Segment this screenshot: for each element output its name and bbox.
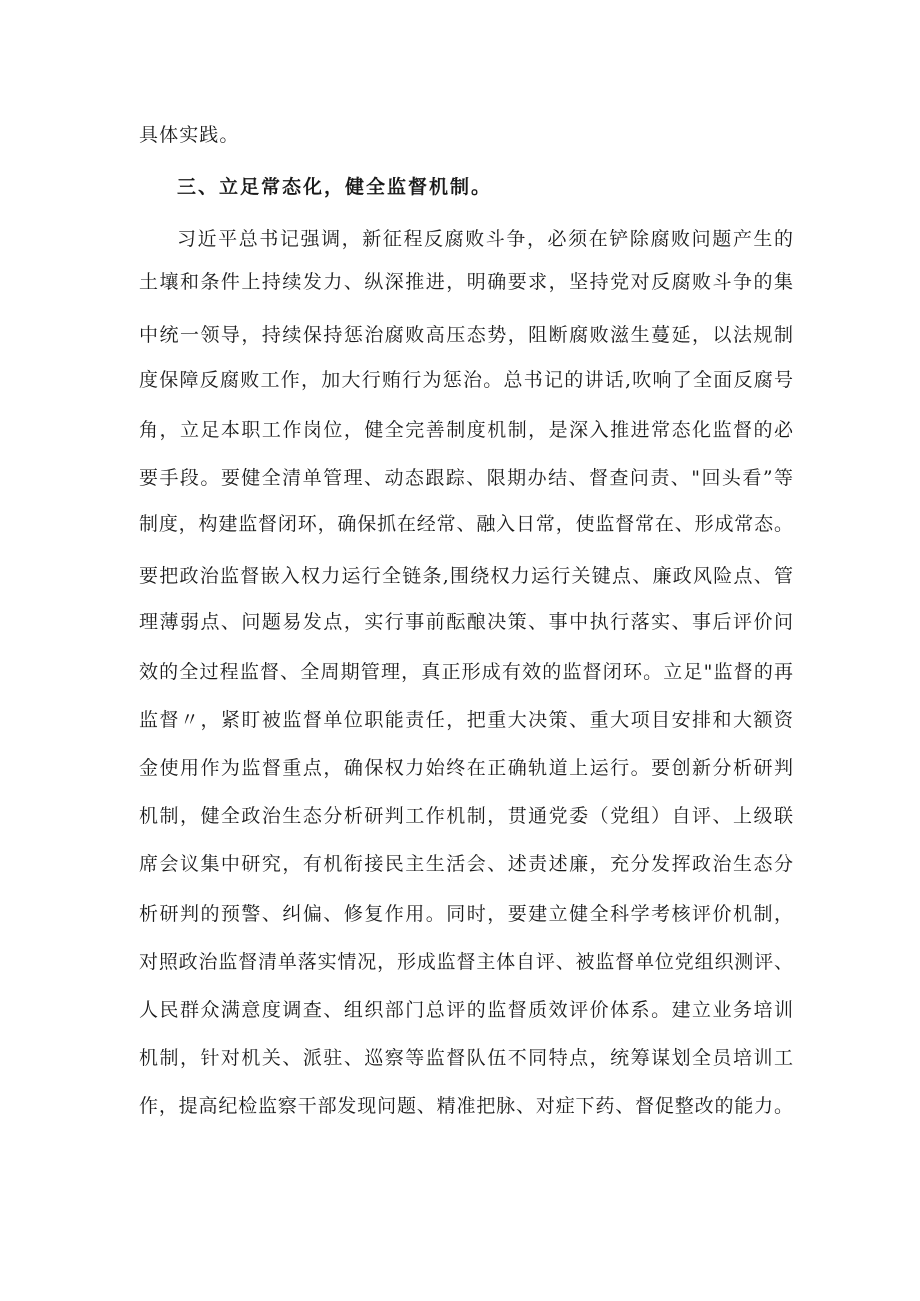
paragraph-line: 人民群众满意度调查、组织部门总评的监督质效评价体系。建立业务培训 — [139, 999, 793, 1021]
paragraph-line: 角，立足本职工作岗位，健全完善制度机制，是深入推进常态化监督的必 — [139, 419, 793, 441]
paragraph-line: 析研判的预警、纠偏、修复作用。同时，要建立健全科学考核评价机制， — [139, 903, 793, 925]
paragraph-line: 制度，构建监督闭环，确保抓在经常、融入日常，使监督常在、形成常态。 — [139, 513, 793, 535]
paragraph-line: 土壤和条件上持续发力、纵深推进，明确要求，坚持党对反腐败斗争的集 — [139, 271, 793, 293]
text-line-1: 具体实践。 — [139, 124, 240, 146]
paragraph-line: 席会议集中研究，有机衔接民主生活会、述责述廉，充分发挥政治生态分 — [139, 853, 793, 875]
paragraph-line: 度保障反腐败工作，加大行贿行为惩治。总书记的讲话,吹响了全面反腐号 — [139, 369, 793, 391]
paragraph-line: 对照政治监督清单落实情况，形成监督主体自评、被监督单位党组织测评、 — [139, 951, 793, 973]
paragraph-line: 习近平总书记强调，新征程反腐败斗争，必须在铲除腐败问题产生的 — [177, 228, 793, 250]
paragraph-line: 机制，健全政治生态分析研判工作机制，贯通党委（党组）自评、上级联 — [139, 805, 793, 827]
paragraph-line: 理薄弱点、问题易发点，实行事前酝酿决策、事中执行落实、事后评价问 — [139, 611, 793, 633]
paragraph-line: 中统一领导，持续保持惩治腐败高压态势，阻断腐败滋生蔓延，以法规制 — [139, 324, 793, 346]
paragraph-line: 金使用作为监督重点，确保权力始终在正确轨道上运行。要创新分析研判 — [139, 757, 793, 779]
paragraph-line: 要把政治监督嵌入权力运行全链条,围绕权力运行关键点、廉政风险点、管 — [139, 565, 793, 587]
paragraph-line: 要手段。要健全清单管理、动态跟踪、限期办结、督查问责、"回头看”等 — [139, 467, 793, 489]
section-heading: 三、立足常态化，健全监督机制。 — [177, 176, 493, 198]
paragraph-line: 监督〃，紧盯被监督单位职能责任，把重大决策、重大项目安排和大额资 — [139, 709, 793, 731]
paragraph-line: 作，提高纪检监察干部发现问题、精准把脉、对症下药、督促整改的能力。 — [139, 1095, 793, 1117]
paragraph-line: 机制，针对机关、派驻、巡察等监督队伍不同特点，统筹谋划全员培训工 — [139, 1047, 793, 1069]
paragraph-line: 效的全过程监督、全周期管理，真正形成有效的监督闭环。立足"监督的再 — [139, 661, 793, 683]
